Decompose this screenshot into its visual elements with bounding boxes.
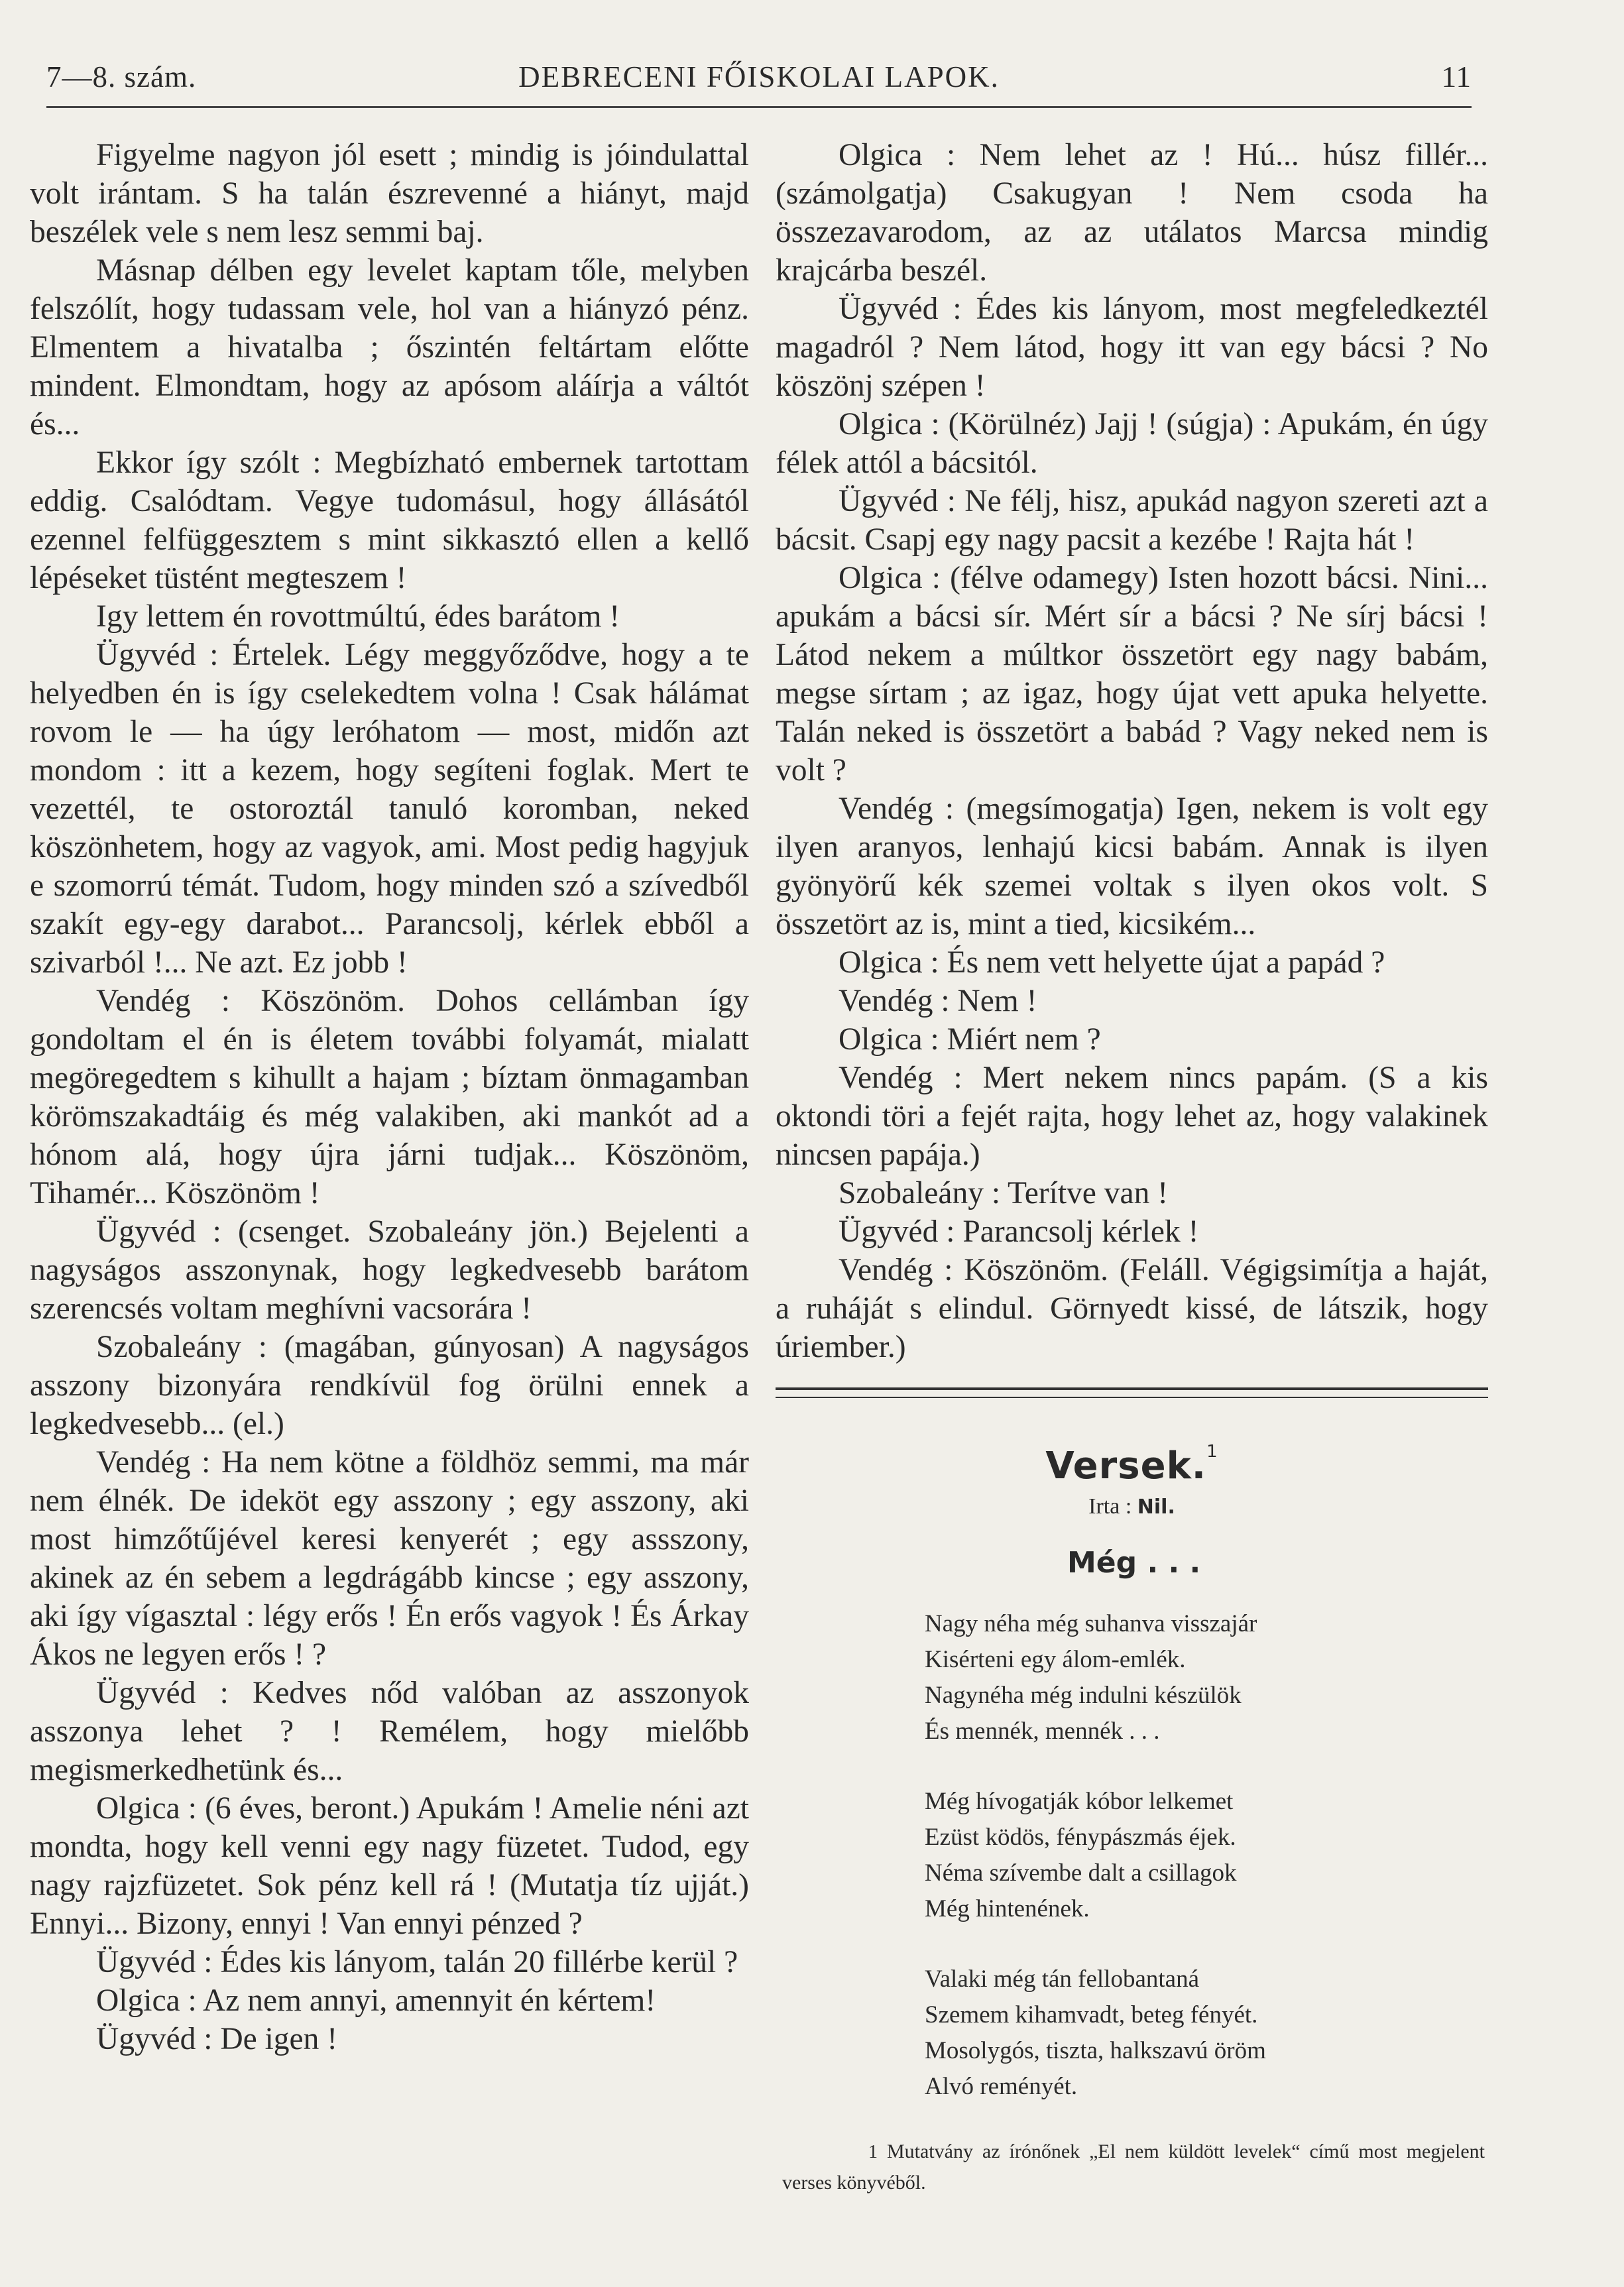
paragraph: Vendég : Ha nem kötne a földhöz semmi, ma már nem élnék. De ideköt egy asszony ; egy asszony, aki most himzőtűjével keresi kenyerét ; egy assszony, akinek az én sebem a legdrágább kincse ; egy asszony, aki így vígasztal : légy erős ! Én erős vagyok ! És Árkay Ákos ne legyen erős ! ? <box>30 1445 749 1672</box>
footnote <box>782 2137 1485 2198</box>
paragraph: Ügyvéd : De igen ! <box>96 2022 338 2056</box>
paragraph: Olgica : (6 éves, beront.) Apukám ! Amelie néni azt mondta, hogy kell venni egy nagy füzetet. Tudod, egy nagy rajzfüzetet. Sok pénz kell rá ! (Mutatja tíz ujját.) Ennyi... Bizony, ennyi ! Van ennyi pénzed ? <box>30 1791 749 1941</box>
paragraph: Ekkor így szólt : Megbízható embernek tartottam eddig. Csalódtam. Vegye tudomásul, hogy állásától ezennel felfüggesztem s mint sikkasztó ellen a kellő lépéseket tüstént megteszem ! <box>30 445 749 595</box>
poem-line: És mennék, mennék . . . <box>925 1718 1160 1745</box>
paragraph: Vendég : (megsímogatja) Igen, nekem is volt egy ilyen aranyos, lenhajú kicsi babám. Annak is ilyen gyönyörű kék szemei voltak s ilyen okos volt. S összetört az is, mint a tied, kicsikém... <box>776 792 1488 941</box>
header-rule <box>46 106 1472 108</box>
journal-title: DEBRECENI FŐISKOLAI LAPOK. <box>518 60 1000 93</box>
page-number: 11 <box>1441 60 1472 93</box>
poem-line: Valaki még tán fellobantaná <box>925 1965 1200 1993</box>
paragraph: Olgica : (félve odamegy) Isten hozott bácsi. Nini... apukám a bácsi sír. Mért sír a bácsi ? Ne sírj bácsi ! Látod nekem a múltkor összetört egy nagy babám, megse sírtam ; az igaz, hogy újat vett apuka helyette. Talán neked is összetört a babád ? Vagy neked nem is volt ? <box>776 561 1488 788</box>
poem-line: Kisérteni egy álom-emlék. <box>925 1646 1186 1673</box>
paragraph: Ügyvéd : (csenget. Szobaleány jön.) Bejelenti a nagyságos asszonynak, hogy legkedvesebb barátom szerencsés voltam meghívni vacsorára ! <box>30 1214 749 1326</box>
paragraph: Másnap délben egy levelet kaptam tőle, melyben felszólít, hogy tudassam vele, hol van a hiányzó pénz. Elmentem a hivatalba ; őszintén feltártam előtte mindent. Elmondtam, hogy az apósom aláírja a váltót és... <box>30 253 749 441</box>
poem-line: Nagynéha még indulni készülök <box>925 1682 1242 1709</box>
paragraph: Szobaleány : Terítve van ! <box>839 1176 1169 1210</box>
poem-line: Néma szívembe dalt a csillagok <box>925 1859 1237 1887</box>
paragraph: Ügyvéd : Parancsolj kérlek ! <box>839 1214 1199 1249</box>
paragraph: Olgica : (Körülnéz) Jajj ! (súgja) : Apukám, én úgy félek attól a bácsitól. <box>776 407 1488 480</box>
paragraph: Vendég : Nem ! <box>839 984 1037 1018</box>
poem-line: Alvó reményét. <box>925 2073 1078 2100</box>
paragraph: Vendég : Köszönöm. Dohos cellámban így gondoltam el én is életem további folyamát, mialatt megöregedtem s kihullt a hajam ; bíztam önmagamban körömszakadtáig és még valakiben, aki mankót ad a hónom alá, hogy újra járni tudjak... Köszönöm, Tihamér... Köszönöm ! <box>30 984 749 1210</box>
poem-subtitle: Még . . . <box>1067 1546 1201 1580</box>
poem-line: Még hívogatják kóbor lelkemet <box>925 1788 1234 1815</box>
footnote-text: Mutatvány az írónőnek „El nem küldött levelek“ című most megjelent verses könyvéből. <box>782 2140 1485 2194</box>
poem-stanza <box>925 1962 1488 2105</box>
paragraph: Ügyvéd : Értelek. Légy meggyőződve, hogy a te helyedben én is így cselekedtem volna ! Csak hálámat rovom le — ha úgy leróhatom — most, midőn azt mondom : itt a kezem, hogy segíteni foglak. Mert te vezettél, te ostoroztál tanuló koromban, neked köszönhetem, hogy az vagyok, ami. Most pedig hagyjuk e szomorrú témát. Tudom, hogy minden szó a szívedből szakít egy-egy darabot... Parancsolj, kérlek ebből a szivarból !... Ne azt. Ez jobb ! <box>30 638 749 980</box>
paragraph: Ügyvéd : Ne félj, hisz, apukád nagyon szereti azt a bácsit. Csapj egy nagy pacsit a kezébe ! Rajta hát ! <box>776 484 1488 557</box>
paragraph: Ügyvéd : Édes kis lányom, most megfeledkeztél magadról ? Nem látod, hogy itt van egy bácsi ? No köszönj szépen ! <box>776 292 1488 403</box>
paragraph: Szobaleány : (magában, gúnyosan) A nagyságos asszony bizonyára rendkívül fog örülni ennek a legkedvesebb... (el.) <box>30 1330 749 1441</box>
section-divider <box>776 1387 1488 1398</box>
paragraph: Olgica : Nem lehet az ! Hú... húsz fillér... (számolgatja) Csakugyan ! Nem csoda ha összezavarodom, az az utálatos Marcsa mindig krajcárba beszél. <box>776 138 1488 288</box>
poem-line: Mosolygós, tiszta, halkszavú öröm <box>925 2037 1266 2064</box>
byline-prefix: Irta : <box>1088 1494 1132 1519</box>
poem-line: Még hintenének. <box>925 1895 1090 1922</box>
poem-line: Ezüst ködös, fénypászmás éjek. <box>925 1824 1236 1851</box>
poem-section-title <box>776 1444 1488 1488</box>
paragraph: Ügyvéd : Édes kis lányom, talán 20 fillérbe kerül ? <box>96 1945 738 1979</box>
poem-stanza <box>925 1784 1488 1927</box>
footnote-number: 1 <box>868 2142 878 2162</box>
footnote-marker: 1 <box>1206 1442 1218 1462</box>
issue-number: 7—8. szám. <box>46 60 197 93</box>
poem-title-text: Versek. <box>1045 1444 1207 1488</box>
paragraph: Igy lettem én rovottmúltú, édes barátom ! <box>96 599 620 634</box>
page-header <box>46 60 1472 106</box>
paragraph: Olgica : Az nem annyi, amennyit én kértem! <box>96 1983 656 2018</box>
paragraph: Vendég : Mert nekem nincs papám. (S a kis oktondi töri a fejét rajta, hogy lehet az, hogy valakinek nincsen papája.) <box>776 1061 1488 1172</box>
poem-line: Szemem kihamvadt, beteg fényét. <box>925 2001 1258 2028</box>
paragraph: Olgica : És nem vett helyette újat a papád ? <box>839 945 1385 980</box>
right-column <box>776 136 1488 2198</box>
paragraph: Ügyvéd : Kedves nőd valóban az asszonyok asszonya lehet ? ! Remélem, hogy mielőbb megismerkedhetünk és... <box>30 1676 749 1787</box>
paragraph: Olgica : Miért nem ? <box>839 1022 1101 1057</box>
author-name: Nil. <box>1137 1495 1175 1519</box>
byline <box>776 1494 1488 1519</box>
paragraph: Figyelme nagyon jól esett ; mindig is jóindulattal volt irántam. S ha talán észrevenné a hiányt, majd beszélek vele s nem lesz semmi baj. <box>30 138 749 249</box>
paragraph: Vendég : Köszönöm. (Feláll. Végigsimítja a haját, a ruháját s elindul. Görnyedt kissé, de látszik, hogy úriember.) <box>776 1253 1488 1364</box>
poem-stanza <box>925 1606 1488 1749</box>
poem-line: Nagy néha még suhanva visszajár <box>925 1610 1257 1637</box>
left-column <box>30 136 749 2058</box>
